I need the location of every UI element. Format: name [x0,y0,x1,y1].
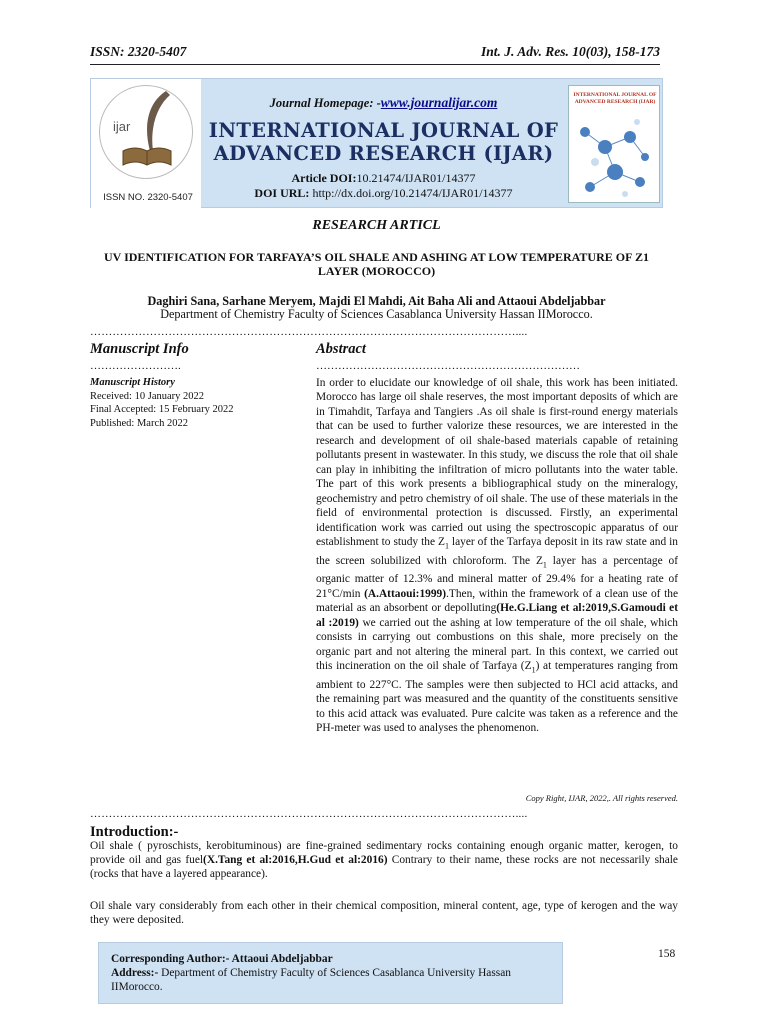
page-number: 158 [658,948,676,960]
subscript-3: 1 [531,665,536,675]
paper-title-line2: LAYER (MOROCCO) [317,264,436,278]
logo-wordmark: ijar [113,119,131,134]
manuscript-info-heading: Manuscript Info [90,341,189,357]
manuscript-history [90,376,233,430]
history-heading: Manuscript History [90,377,175,388]
journal-name [201,119,566,165]
subscript-2: 1 [542,560,547,569]
corresponding-author: Corresponding Author:- Attaoui Abdeljabbar [111,953,333,965]
doi-url [201,186,566,201]
abstract-text-6: ) at temperatures ranging from ambient to 227°C. The samples were then subjected to HCl acid attacks, and the remaining part was measured and the quantity of the constituents sensitive to this acid attack was evaluated. Pure calcite was taken as a reference and the PH-meter was used to analyses the phenomenon. [316,660,678,735]
separator-bottom: …………………………………………………………………………………………………….... [90,808,528,820]
abstract-heading: Abstract [316,341,366,357]
homepage-label: Journal Homepage: - [269,96,381,110]
separator-top: …………………………………………………………………………………………………….... [90,326,528,338]
introduction-paragraph-1 [90,839,678,882]
manuscript-info-dots: ……………………. [90,360,181,372]
paper-title [90,250,663,278]
journal-name-line2: ADVANCED RESEARCH (IJAR) [213,142,554,165]
logo-issn: ISSN NO. 2320-5407 [103,192,193,203]
article-doi [201,171,566,186]
introduction-heading: Introduction:- [90,824,179,840]
published-date: Published: March 2022 [90,417,188,429]
abstract-body [316,376,678,736]
accepted-date: Final Accepted: 15 February 2022 [90,404,234,415]
banner-center [201,79,566,209]
doi-value: 10.21474/IJAR01/14377 [356,171,476,185]
cover-title: INTERNATIONAL JOURNAL OF ADVANCED RESEARCH (IJAR) [573,92,657,105]
book-icon [121,143,173,169]
journal-name-line1: INTERNATIONAL JOURNAL OF [208,119,559,142]
abstract-text-2: layer of the Tarfaya deposit in its raw state and in the screen solubilized with chloroform. The Z [316,535,678,567]
corresponding-author-box [98,942,563,1004]
doi-label: Article DOI: [291,171,357,185]
intro-text-1a: Oil shale ( pyroschists, kerobituminous) are fine-grained sedimentary rocks containing enough organic matter, kerogen, to provide oil and gas fuel [90,840,678,867]
header-rule [90,64,660,65]
subscript-1: 1 [444,541,449,551]
doi-url-label: DOI URL: [254,186,310,200]
copyright-notice: Copy Right, IJAR, 2022,. All rights reserved. [525,793,678,803]
molecule-illustration [575,112,655,200]
abstract-text-4: .Then, within the framework of a clean use of the material as an absorbent or depolluting [316,587,678,615]
running-head [90,44,660,60]
homepage-link[interactable]: www.journalijar.com [380,95,498,110]
author-list: Daghiri Sana, Sarhane Meryem, Majdi El Mahdi, Ait Baha Ali and Attaoui Abdeljabbar [147,294,606,308]
article-type: RESEARCH ARTICL [312,218,441,233]
doi-url-value[interactable]: http://dx.doi.org/10.21474/IJAR01/14377 [309,186,513,200]
abstract-dots: ……………………………………………………………… [316,360,580,372]
citation-liang-gamoudi: (He.G.Liang et al:2019,S.Gamoudi et al :2019) [316,602,679,629]
abstract-text-3: layer has a percentage of organic matter of 12.3% and mineral matter of 29.4% for a heating rate of 21°C/min [316,554,679,600]
issn-label: ISSN: 2320-5407 [90,44,187,59]
affiliation: Department of Chemistry Faculty of Sciences Casablanca University Hassan IIMorocco. [160,307,593,321]
intro-text-1c: Contrary to their name, these rocks are not necessarily shale (rocks that have a layered appearance). [90,854,678,881]
received-date: Received: 10 January 2022 [90,390,205,402]
address-label: Address:- [111,967,159,980]
abstract-text-1: In order to elucidate our knowledge of oil shale, this work has been initiated. Morocco has large oil shale reserves, the most important deposits of which are in Timahdit, Tarfaya and Tangiers .As oil shale is first-round energy materials that can be used to further valorize these resources, we are interested in the research and development of oil shale-based materials capable of retaining pollutants present in wastewater. In this study, we discuss the role that oil shale can play in inhibiting the infiltration of micro pollutants into the water table. The part of this work presents a bibliographical study on the mineralogy, geochemistry and petro chemistry of oil shale. The use of these materials in the field of environmental protection is discussed. Firstly, an experimental identification work was carried out using the spectroscopic apparatus of our establishment to study the Z [316,377,678,548]
citation-tang-gud: (X.Tang et al:2016,H.Gud et al:2016) [203,854,388,867]
citation-attaoui: (A.Attaoui:1999) [364,587,447,600]
journal-cover-image [568,85,660,203]
abstract-text-5: we carried out the ashing at low temperature of the oil shale, which consists in carrying out combustions on this shale, more precisely on the organic part and not altering the mineral part. In this context, we carried out this incineration on the oil shale of Tarfaya (Z [316,616,679,673]
corresponding-address [111,966,550,994]
introduction-paragraph-2: Oil shale vary considerably from each other in their chemical composition, mineral content, age, type of kerogen and the way they were deposited. [90,900,678,927]
paper-title-line1: UV IDENTIFICATION FOR TARFAYA’S OIL SHALE AND ASHING AT LOW TEMPERATURE OF Z1 [103,250,649,264]
journal-banner [90,78,663,208]
journal-homepage [201,95,566,111]
journal-logo [91,79,201,209]
journal-citation: Int. J. Adv. Res. 10(03), 158-173 [481,44,660,59]
address-text: Department of Chemistry Faculty of Sciences Casablanca University Hassan IIMorocco. [111,967,511,994]
